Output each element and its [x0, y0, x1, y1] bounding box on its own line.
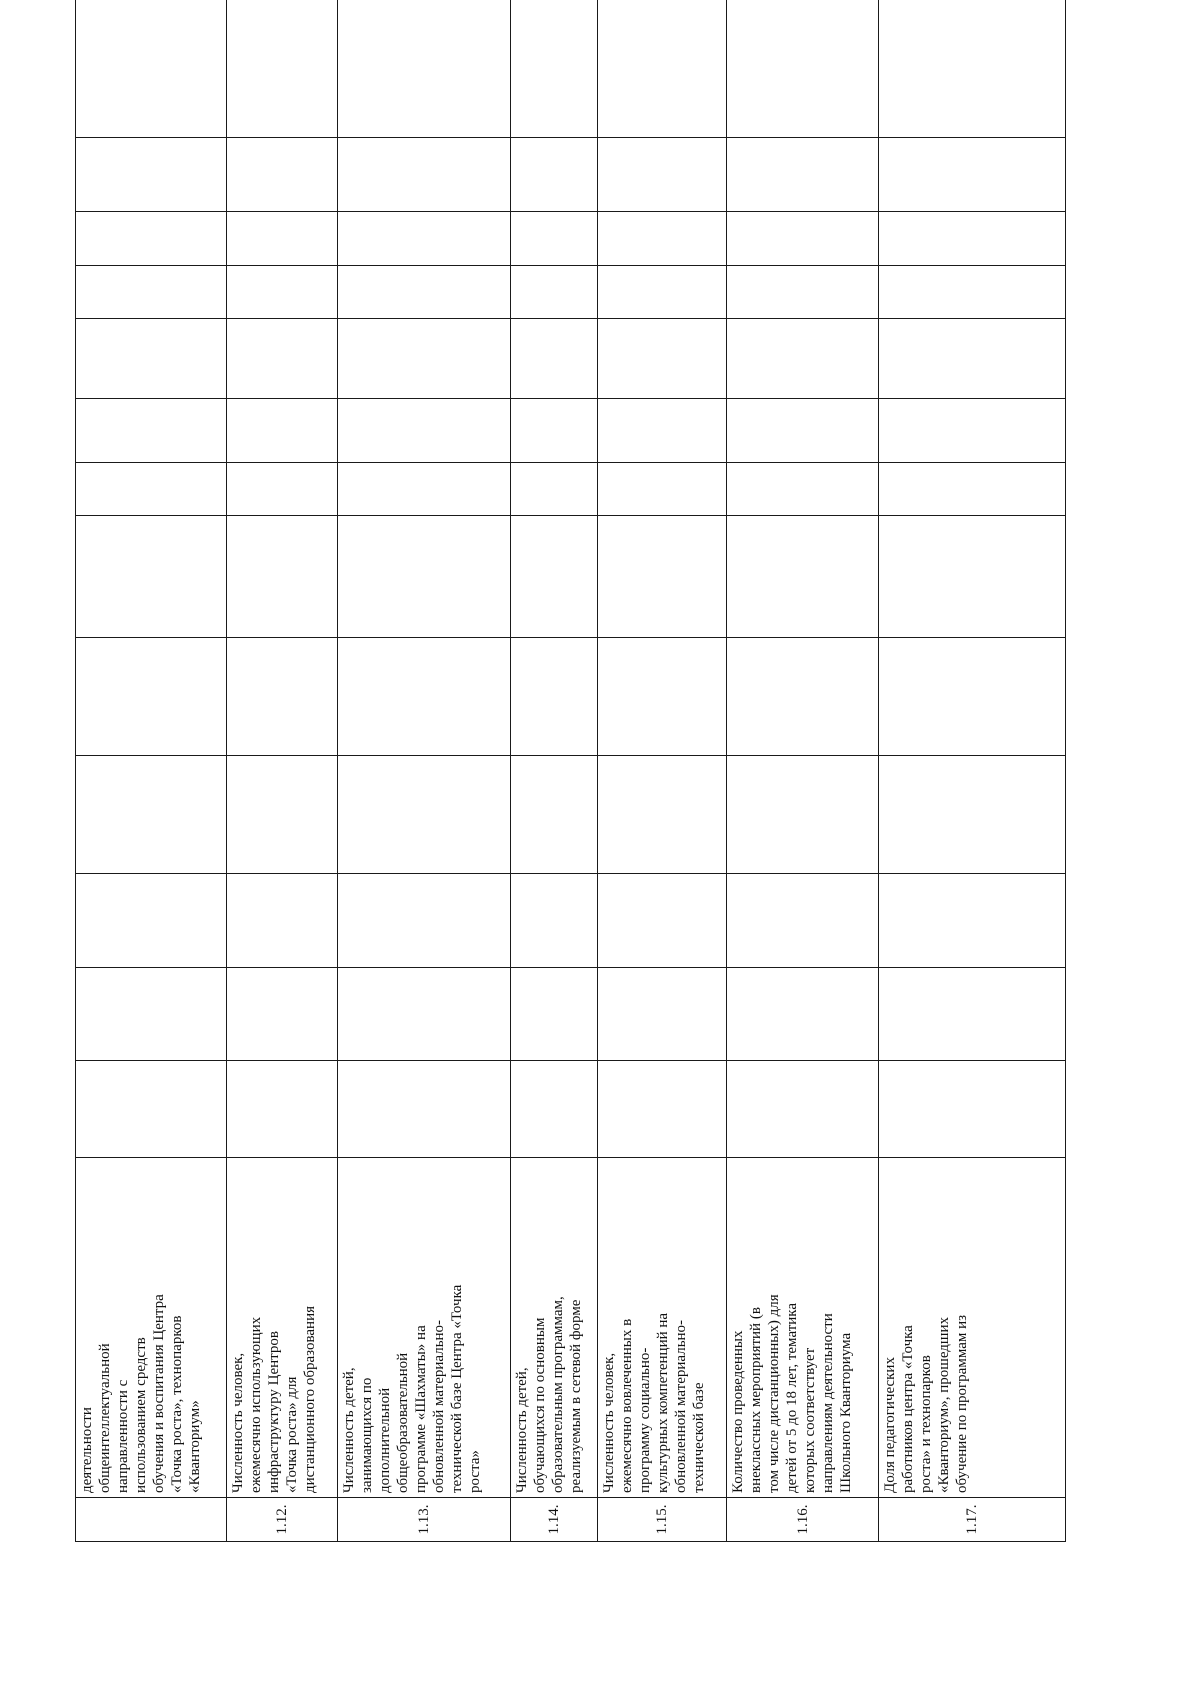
empty-value-cell [76, 516, 227, 638]
row-number-cell: 1.12. [227, 1498, 338, 1542]
indicator-name-cell: Доля педагогических работников центра «Точка роста» и технопарков «Кванториум», прошедших обучение по программам из [879, 1158, 1066, 1498]
empty-value-cell [227, 968, 338, 1061]
empty-value-cell [511, 756, 598, 874]
empty-value-cell [879, 968, 1066, 1061]
empty-value-cell [727, 756, 879, 874]
row-number-cell [76, 1498, 227, 1542]
empty-value-cell [338, 1061, 511, 1158]
empty-value-cell [227, 0, 338, 138]
empty-value-cell [598, 138, 727, 212]
empty-value-cell [727, 516, 879, 638]
empty-value-cell [511, 516, 598, 638]
empty-value-cell [879, 138, 1066, 212]
empty-value-cell [227, 266, 338, 319]
empty-value-cell [727, 1061, 879, 1158]
table-row [598, 0, 727, 1542]
empty-value-cell [727, 874, 879, 968]
empty-value-cell [76, 874, 227, 968]
empty-value-cell [76, 968, 227, 1061]
empty-value-cell [227, 874, 338, 968]
empty-value-cell [227, 138, 338, 212]
empty-value-cell [511, 638, 598, 756]
empty-value-cell [338, 756, 511, 874]
empty-value-cell [338, 638, 511, 756]
empty-value-cell [598, 319, 727, 399]
empty-value-cell [727, 266, 879, 319]
empty-value-cell [76, 212, 227, 266]
empty-value-cell [598, 212, 727, 266]
empty-value-cell [727, 319, 879, 399]
empty-value-cell [727, 463, 879, 516]
row-number-cell: 1.14. [511, 1498, 598, 1542]
indicator-name-cell: Численность детей, занимающихся по дополнительной общеобразовательной программе «Шахматы» на обновленной материально- технической базе Центра «Точка роста» [338, 1158, 511, 1498]
table-row [338, 0, 511, 1542]
empty-value-cell [879, 463, 1066, 516]
empty-value-cell [76, 1061, 227, 1158]
empty-value-cell [338, 266, 511, 319]
empty-value-cell [227, 1061, 338, 1158]
empty-value-cell [879, 874, 1066, 968]
empty-value-cell [338, 0, 511, 138]
empty-value-cell [76, 463, 227, 516]
empty-value-cell [338, 212, 511, 266]
table-row [227, 0, 338, 1542]
empty-value-cell [227, 638, 338, 756]
empty-value-cell [227, 463, 338, 516]
indicator-name-cell: Численность человек, ежемесячно использующих инфраструктуру Центров «Точка роста» для дистанционного образования [227, 1158, 338, 1498]
empty-value-cell [76, 319, 227, 399]
empty-value-cell [76, 0, 227, 138]
empty-value-cell [879, 516, 1066, 638]
table-row [76, 0, 227, 1542]
empty-value-cell [338, 968, 511, 1061]
empty-value-cell [338, 319, 511, 399]
empty-value-cell [879, 212, 1066, 266]
empty-value-cell [76, 638, 227, 756]
empty-value-cell [511, 266, 598, 319]
empty-value-cell [511, 138, 598, 212]
indicator-name-cell: Численность человек, ежемесячно вовлеченных в программу социально- культурных компетенций на обновленной материально- технической базе [598, 1158, 727, 1498]
empty-value-cell [338, 463, 511, 516]
empty-value-cell [338, 399, 511, 463]
empty-value-cell [879, 1061, 1066, 1158]
empty-value-cell [227, 516, 338, 638]
empty-value-cell [598, 463, 727, 516]
table-row [879, 0, 1066, 1542]
indicator-name-cell: Количество проведенных внеклассных мероприятий (в том числе дистанционных) для детей от 5 до 18 лет, тематика которых соответствует направлениям деятельности Школьного Кванториума [727, 1158, 879, 1498]
empty-value-cell [511, 463, 598, 516]
empty-value-cell [227, 756, 338, 874]
empty-value-cell [727, 638, 879, 756]
empty-value-cell [227, 319, 338, 399]
row-number-cell: 1.17. [879, 1498, 1066, 1542]
empty-value-cell [598, 756, 727, 874]
empty-value-cell [598, 874, 727, 968]
empty-value-cell [511, 874, 598, 968]
empty-value-cell [879, 638, 1066, 756]
empty-value-cell [511, 319, 598, 399]
table-row [727, 0, 879, 1542]
row-number-cell: 1.15. [598, 1498, 727, 1542]
empty-value-cell [511, 968, 598, 1061]
empty-value-cell [879, 756, 1066, 874]
empty-value-cell [76, 756, 227, 874]
empty-value-cell [511, 1061, 598, 1158]
empty-value-cell [727, 138, 879, 212]
empty-value-cell [598, 266, 727, 319]
empty-value-cell [76, 399, 227, 463]
row-number-cell: 1.16. [727, 1498, 879, 1542]
empty-value-cell [76, 138, 227, 212]
empty-value-cell [879, 399, 1066, 463]
empty-value-cell [76, 266, 227, 319]
empty-value-cell [598, 516, 727, 638]
indicators-table [75, 0, 1066, 1542]
empty-value-cell [511, 399, 598, 463]
empty-value-cell [227, 212, 338, 266]
empty-value-cell [879, 319, 1066, 399]
empty-value-cell [727, 212, 879, 266]
empty-value-cell [727, 968, 879, 1061]
table-row [511, 0, 598, 1542]
indicator-name-cell: деятельности общеинтеллектуальной направленности с использованием средств обучения и воспитания Центра «Точка роста», технопарков «Кванториум» [76, 1158, 227, 1498]
empty-value-cell [598, 638, 727, 756]
empty-value-cell [598, 399, 727, 463]
empty-value-cell [338, 138, 511, 212]
empty-value-cell [511, 212, 598, 266]
empty-value-cell [598, 968, 727, 1061]
empty-value-cell [879, 266, 1066, 319]
row-number-cell: 1.13. [338, 1498, 511, 1542]
indicator-name-cell: Численность детей, обучающихся по основным образовательным программам, реализуемым в сетевой форме [511, 1158, 598, 1498]
empty-value-cell [879, 0, 1066, 138]
empty-value-cell [598, 1061, 727, 1158]
empty-value-cell [727, 399, 879, 463]
empty-value-cell [338, 874, 511, 968]
empty-value-cell [227, 399, 338, 463]
empty-value-cell [511, 0, 598, 138]
empty-value-cell [338, 516, 511, 638]
empty-value-cell [598, 0, 727, 138]
empty-value-cell [727, 0, 879, 138]
